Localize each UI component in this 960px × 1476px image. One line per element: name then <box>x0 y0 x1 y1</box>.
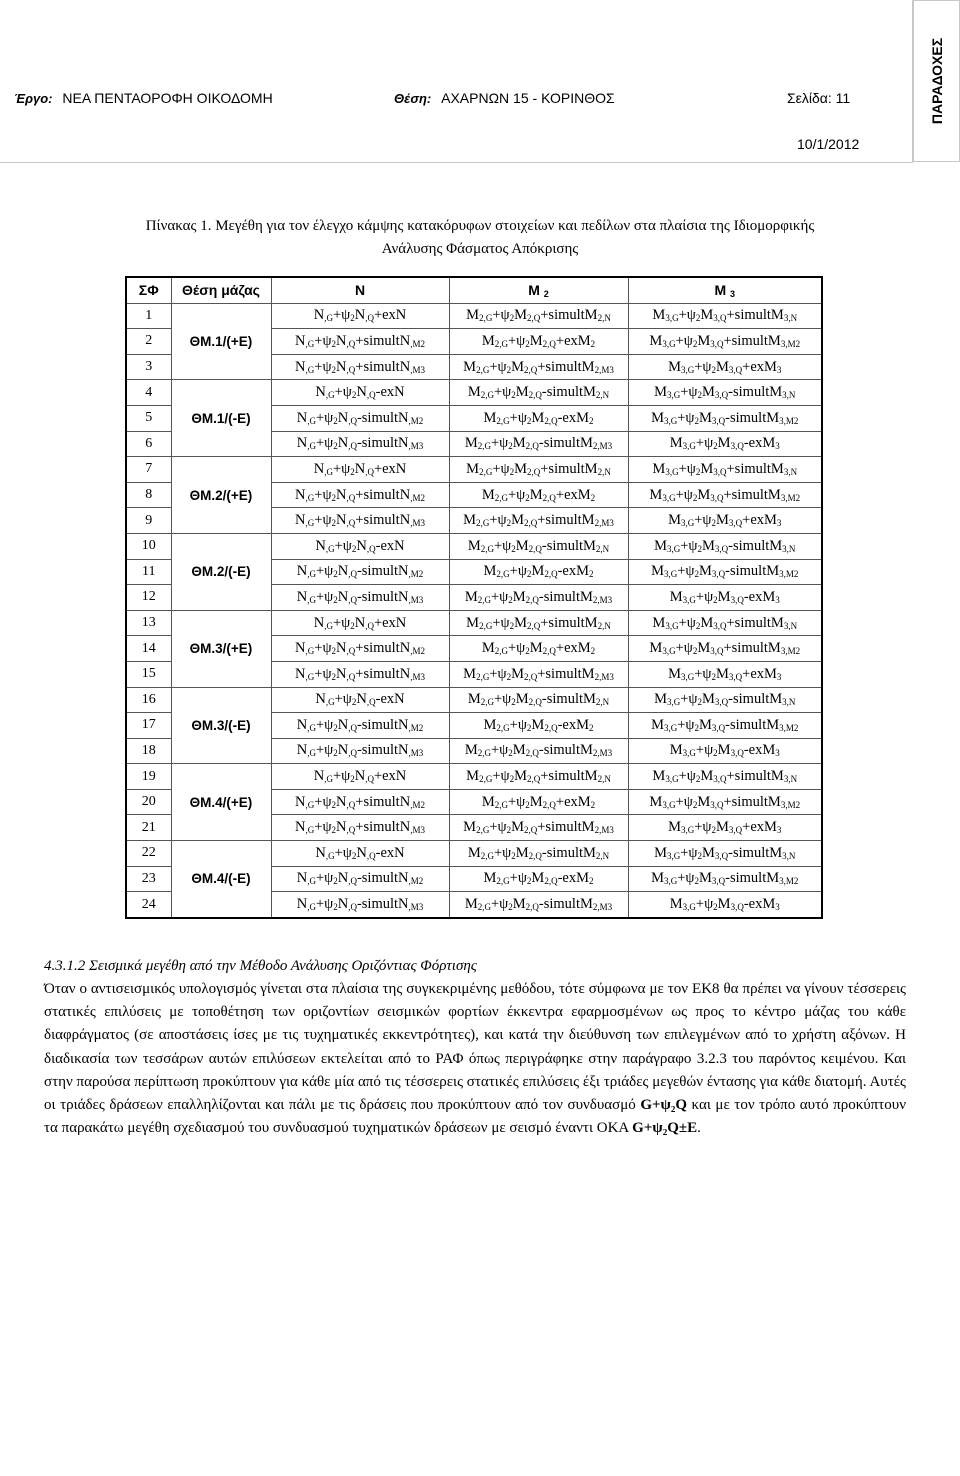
row-number: 9 <box>126 508 171 534</box>
table-row <box>126 841 822 867</box>
m3-combination: $M_{3,G}+\psi_2M_{3,Q}-simultM_{3,M2}$ <box>628 866 822 892</box>
m2-combination: $M_{2,G}+\psi_2M_{2,Q}+exM_2$ <box>449 482 628 508</box>
table-row <box>126 380 822 406</box>
n-combination: $N_{,G}+\psi_2N_{,Q}+simultN_{,M2}$ <box>271 636 449 662</box>
m2-combination: $M_{2,G}+\psi_2M_{2,Q}+exM_2$ <box>449 789 628 815</box>
header-mass-position: Θέση μάζας <box>171 277 271 303</box>
n-combination: $N_{,G}+\psi_2N_{,Q}+exN$ <box>271 764 449 790</box>
table-row <box>126 610 822 636</box>
m2-combination: $M_{2,G}+\psi_2M_{2,Q}+exM_2$ <box>449 636 628 662</box>
row-number: 8 <box>126 482 171 508</box>
mass-position-cell: ΘΜ.4/(-Ε) <box>171 841 271 918</box>
m2-combination: $M_{2,G}+\psi_2M_{2,Q}-simultM_{2,N}$ <box>449 687 628 713</box>
section-heading: 4.3.1.2 Σεισμικά μεγέθη από την Μέθοδο Ανάλυσης Οριζόντιας Φόρτισης <box>44 958 477 974</box>
m2-combination: $M_{2,G}+\psi_2M_{2,Q}+simultM_{2,N}$ <box>449 610 628 636</box>
table-caption-line1: Πίνακας 1. Μεγέθη για τον έλεγχο κάμψης κατακόρυφων στοιχείων και πεδίλων στα πλαίσια της Ιδιομορφικής <box>145 218 815 234</box>
row-number: 6 <box>126 431 171 457</box>
m2-combination: $M_{2,G}+\psi_2M_{2,Q}-simultM_{2,M3}$ <box>449 431 628 457</box>
m3-combination: $M_{3,G}+\psi_2M_{3,Q}+exM_3$ <box>628 815 822 841</box>
location-value: ΑΧΑΡΝΩΝ 15 - ΚΟΡΙΝΘΟΣ <box>441 90 615 106</box>
header-date: 10/1/2012 <box>797 136 860 152</box>
location-label: Θέση: <box>394 91 432 106</box>
mass-position-cell: ΘΜ.4/(+Ε) <box>171 764 271 841</box>
mass-position-cell: ΘΜ.3/(+Ε) <box>171 610 271 687</box>
n-combination: $N_{,G}+\psi_2N_{,Q}+simultN_{,M2}$ <box>271 329 449 355</box>
m3-combination: $M_{3,G}+\psi_2M_{3,Q}+simultM_{3,M2}$ <box>628 789 822 815</box>
row-number: 22 <box>126 841 171 867</box>
m2-combination: $M_{2,G}+\psi_2M_{2,Q}+exM_2$ <box>449 329 628 355</box>
row-number: 21 <box>126 815 171 841</box>
table-caption-line2: Ανάλυσης Φάσματος Απόκρισης <box>381 241 579 257</box>
combination-bold-1: G+ψ₂Q <box>640 1097 688 1114</box>
paragraph-text-1: Όταν ο αντισεισμικός υπολογισμός γίνεται στα πλαίσια της συγκεκριμένης μεθόδου, τότε σύμφωνα με τον ΕΚ8 θα πρέπει να γίνουν τέσσερεις στατικές επιλύσεις με τοποθέτηση των οριζοντίων σεισμικών φορτίων έκκεντρα εφαρμοσμένων ως προς το κέντρο μάζας του κάθε διαφράγματος (σε αποστάσεις ίσες με τις τυχηματικές εκκεντρότητες), και κατά την διεύθυνση των επιλεγμένων από το χρήστη αξόνων. Η διαδικασία των τεσσάρων αυτών επιλύσεων εκτελείται από το ΡΑΦ όπως περιγράφηκε στην παράγραφο 3.2.3 του παρόντος κειμένου. Και στην παρούσα περίπτωση προκύπτουν για κάθε μία από τις τέσσερεις στατικές επιλύσεις έξι τριάδες μεγεθών έντασης για κάθε διατομή. Αυτές οι τριάδες δράσεων επαλληλίζονται και πάλι με τις δράσεις που προκύπτουν από τον συνδυασμό <box>44 981 906 1114</box>
row-number: 5 <box>126 405 171 431</box>
m2-combination: $M_{2,G}+\psi_2M_{2,Q}-simultM_{2,M3}$ <box>449 892 628 918</box>
location-field <box>394 90 615 106</box>
m3-combination: $M_{3,G}+\psi_2M_{3,Q}+simultM_{3,M2}$ <box>628 329 822 355</box>
row-number: 7 <box>126 457 171 483</box>
table-row <box>126 687 822 713</box>
m3-combination: $M_{3,G}+\psi_2M_{3,Q}-simultM_{3,M2}$ <box>628 405 822 431</box>
row-number: 10 <box>126 533 171 559</box>
m3-combination: $M_{3,G}+\psi_2M_{3,Q}-exM_3$ <box>628 892 822 918</box>
m2-combination: $M_{2,G}+\psi_2M_{2,Q}+simultM_{2,M3}$ <box>449 508 628 534</box>
n-combination: $N_{,G}+\psi_2N_{,Q}+simultN_{,M3}$ <box>271 815 449 841</box>
row-number: 13 <box>126 610 171 636</box>
sidebar-label: ΠΑΡΑΔΟΧΕΣ <box>928 37 945 125</box>
n-combination: $N_{,G}+\psi_2N_{,Q}-simultN_{,M2}$ <box>271 559 449 585</box>
m2-combination: $M_{2,G}+\psi_2M_{2,Q}+simultM_{2,N}$ <box>449 764 628 790</box>
m3-combination: $M_{3,G}+\psi_2M_{3,Q}+simultM_{3,M2}$ <box>628 636 822 662</box>
row-number: 17 <box>126 713 171 739</box>
table-row <box>126 764 822 790</box>
m3-combination: $M_{3,G}+\psi_2M_{3,Q}-simultM_{3,N}$ <box>628 841 822 867</box>
header-sf: ΣΦ <box>126 277 171 303</box>
m3-combination: $M_{3,G}+\psi_2M_{3,Q}+simultM_{3,N}$ <box>628 303 822 329</box>
header-m3: M $_3$ <box>628 277 822 303</box>
n-combination: $N_{,G}+\psi_2N_{,Q}-simultN_{,M3}$ <box>271 892 449 918</box>
mass-position-cell: ΘΜ.2/(-Ε) <box>171 533 271 610</box>
m3-combination: $M_{3,G}+\psi_2M_{3,Q}+simultM_{3,M2}$ <box>628 482 822 508</box>
n-combination: $N_{,G}+\psi_2N_{,Q}-simultN_{,M3}$ <box>271 738 449 764</box>
m2-combination: $M_{2,G}+\psi_2M_{2,Q}-simultM_{2,N}$ <box>449 533 628 559</box>
m3-combination: $M_{3,G}+\psi_2M_{3,Q}+exM_3$ <box>628 508 822 534</box>
n-combination: $N_{,G}+\psi_2N_{,Q}+simultN_{,M3}$ <box>271 661 449 687</box>
n-combination: $N_{,G}+\psi_2N_{,Q}$-exN <box>271 687 449 713</box>
m2-combination: $M_{2,G}+\psi_2M_{2,Q}-simultM_{2,M3}$ <box>449 738 628 764</box>
row-number: 1 <box>126 303 171 329</box>
m2-combination: $M_{2,G}+\psi_2M_{2,Q}-simultM_{2,M3}$ <box>449 585 628 611</box>
n-combination: $N_{,G}+\psi_2N_{,Q}+exN$ <box>271 610 449 636</box>
project-field <box>14 90 273 106</box>
m3-combination: $M_{3,G}+\psi_2M_{3,Q}-exM_3$ <box>628 738 822 764</box>
m3-combination: $M_{3,G}+\psi_2M_{3,Q}+exM_3$ <box>628 354 822 380</box>
row-number: 15 <box>126 661 171 687</box>
row-number: 4 <box>126 380 171 406</box>
mass-position-cell: ΘΜ.2/(+Ε) <box>171 457 271 534</box>
table-body <box>126 303 822 918</box>
m2-combination: $M_{2,G}+\psi_2M_{2,Q}+simultM_{2,M3}$ <box>449 661 628 687</box>
m2-combination: $M_{2,G}+\psi_2M_{2,Q}-simultM_{2,N}$ <box>449 380 628 406</box>
row-number: 24 <box>126 892 171 918</box>
header-n: N <box>271 277 449 303</box>
m2-combination: $M_{2,G}+\psi_2M_{2,Q}-exM_2$ <box>449 559 628 585</box>
n-combination: $N_{,G}+\psi_2N_{,Q}$-exN <box>271 380 449 406</box>
combinations-table <box>125 276 823 919</box>
n-combination: $N_{,G}+\psi_2N_{,Q}-simultN_{,M3}$ <box>271 431 449 457</box>
m2-combination: $M_{2,G}+\psi_2M_{2,Q}-exM_2$ <box>449 866 628 892</box>
m3-combination: $M_{3,G}+\psi_2M_{3,Q}+exM_3$ <box>628 661 822 687</box>
table-row <box>126 457 822 483</box>
n-combination: $N_{,G}+\psi_2N_{,Q}+simultN_{,M2}$ <box>271 482 449 508</box>
body-paragraph <box>44 978 906 1140</box>
row-number: 2 <box>126 329 171 355</box>
m2-combination: $M_{2,G}+\psi_2M_{2,Q}+simultM_{2,N}$ <box>449 457 628 483</box>
table-row <box>126 303 822 329</box>
section-sidebar <box>913 0 960 162</box>
n-combination: $N_{,G}+\psi_2N_{,Q}+simultN_{,M2}$ <box>271 789 449 815</box>
row-number: 14 <box>126 636 171 662</box>
n-combination: $N_{,G}+\psi_2N_{,Q}+simultN_{,M3}$ <box>271 354 449 380</box>
n-combination: $N_{,G}+\psi_2N_{,Q}-simultN_{,M2}$ <box>271 405 449 431</box>
m2-combination: $M_{2,G}+\psi_2M_{2,Q}+simultM_{2,M3}$ <box>449 815 628 841</box>
row-number: 3 <box>126 354 171 380</box>
m2-combination: $M_{2,G}+\psi_2M_{2,Q}+simultM_{2,M3}$ <box>449 354 628 380</box>
row-number: 18 <box>126 738 171 764</box>
m3-combination: $M_{3,G}+\psi_2M_{3,Q}+simultM_{3,N}$ <box>628 610 822 636</box>
table-header-row <box>126 277 822 303</box>
m2-combination: $M_{2,G}+\psi_2M_{2,Q}-exM_2$ <box>449 713 628 739</box>
m3-combination: $M_{3,G}+\psi_2M_{3,Q}-simultM_{3,M2}$ <box>628 559 822 585</box>
n-combination: $N_{,G}+\psi_2N_{,Q}+exN$ <box>271 303 449 329</box>
m3-combination: $M_{3,G}+\psi_2M_{3,Q}-simultM_{3,N}$ <box>628 533 822 559</box>
m2-combination: $M_{2,G}+\psi_2M_{2,Q}-simultM_{2,N}$ <box>449 841 628 867</box>
row-number: 23 <box>126 866 171 892</box>
m3-combination: $M_{3,G}+\psi_2M_{3,Q}-simultM_{3,N}$ <box>628 687 822 713</box>
mass-position-cell: ΘΜ.1/(-Ε) <box>171 380 271 457</box>
m2-combination: $M_{2,G}+\psi_2M_{2,Q}-exM_2$ <box>449 405 628 431</box>
page-number: Σελίδα: 11 <box>787 90 851 106</box>
n-combination: $N_{,G}+\psi_2N_{,Q}-simultN_{,M3}$ <box>271 585 449 611</box>
paragraph-text-3: . <box>697 1120 701 1137</box>
n-combination: $N_{,G}+\psi_2N_{,Q}+simultN_{,M3}$ <box>271 508 449 534</box>
combination-bold-2: G+ψ₂Q±E <box>632 1120 698 1137</box>
table-row <box>126 533 822 559</box>
n-combination: $N_{,G}+\psi_2N_{,Q}$-exN <box>271 533 449 559</box>
m3-combination: $M_{3,G}+\psi_2M_{3,Q}+simultM_{3,N}$ <box>628 764 822 790</box>
project-label: Έργο: <box>14 91 53 106</box>
page-header <box>0 0 913 163</box>
m3-combination: $M_{3,G}+\psi_2M_{3,Q}-simultM_{3,M2}$ <box>628 713 822 739</box>
mass-position-cell: ΘΜ.1/(+Ε) <box>171 303 271 380</box>
row-number: 16 <box>126 687 171 713</box>
m2-combination: $M_{2,G}+\psi_2M_{2,Q}+simultM_{2,N}$ <box>449 303 628 329</box>
m3-combination: $M_{3,G}+\psi_2M_{3,Q}-exM_3$ <box>628 585 822 611</box>
mass-position-cell: ΘΜ.3/(-Ε) <box>171 687 271 764</box>
n-combination: $N_{,G}+\psi_2N_{,Q}+exN$ <box>271 457 449 483</box>
header-m2: M $_2$ <box>449 277 628 303</box>
m3-combination: $M_{3,G}+\psi_2M_{3,Q}-simultM_{3,N}$ <box>628 380 822 406</box>
n-combination: $N_{,G}+\psi_2N_{,Q}$-exN <box>271 841 449 867</box>
row-number: 11 <box>126 559 171 585</box>
row-number: 20 <box>126 789 171 815</box>
row-number: 12 <box>126 585 171 611</box>
project-value: ΝΕΑ ΠΕΝΤΑΟΡΟΦΗ ΟΙΚΟΔΟΜΗ <box>62 90 273 106</box>
m3-combination: $M_{3,G}+\psi_2M_{3,Q}-exM_3$ <box>628 431 822 457</box>
paragraph-text-2: και με τον τρόπο αυτό προκύπτουν τα παρακάτω μεγέθη σχεδιασμού του συνδυασμού τυχηματικών δράσεων με σεισμό έναντι ΟΚΑ <box>44 1097 906 1137</box>
n-combination: $N_{,G}+\psi_2N_{,Q}-simultN_{,M2}$ <box>271 866 449 892</box>
n-combination: $N_{,G}+\psi_2N_{,Q}-simultN_{,M2}$ <box>271 713 449 739</box>
m3-combination: $M_{3,G}+\psi_2M_{3,Q}+simultM_{3,N}$ <box>628 457 822 483</box>
row-number: 19 <box>126 764 171 790</box>
